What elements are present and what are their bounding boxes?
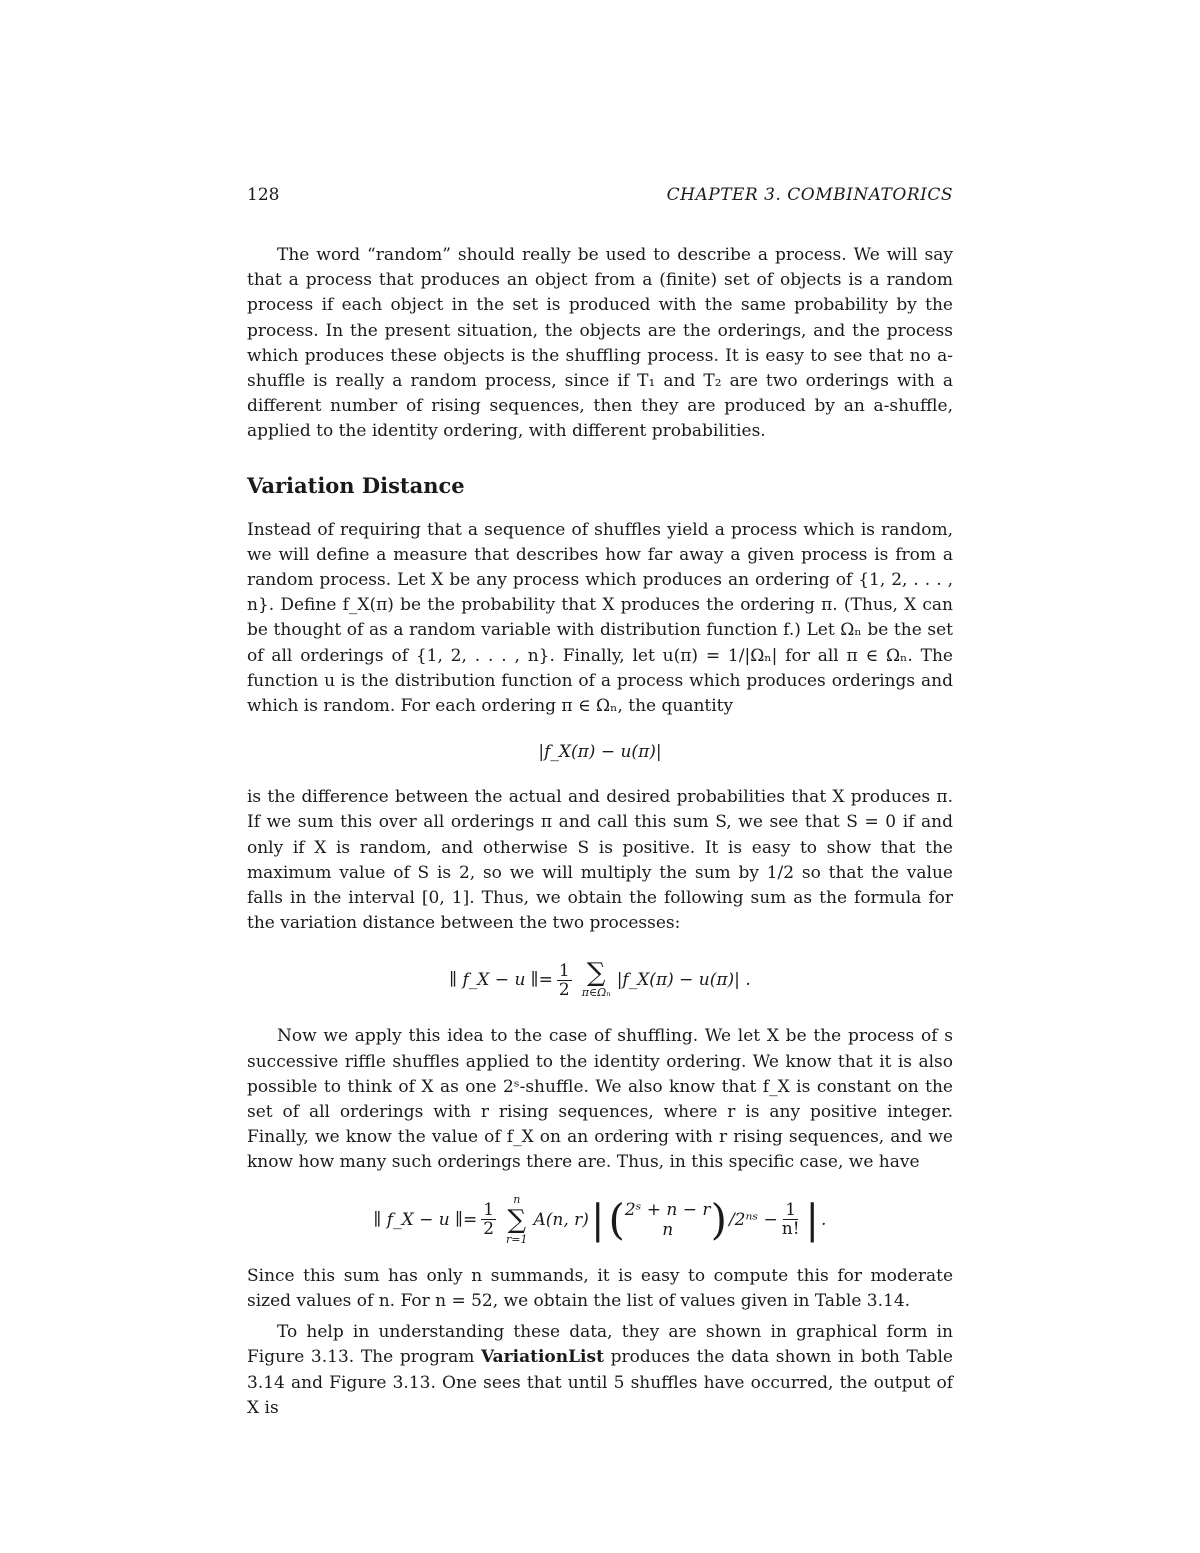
eq3-sum-sub: r=1 (506, 1232, 528, 1246)
page-number: 128 (247, 185, 280, 205)
eq3-frac-den: 2 (483, 1219, 495, 1240)
eq3-end: . (821, 1209, 827, 1230)
right-paren-icon: ) (710, 1194, 727, 1244)
page (247, 180, 953, 1421)
paragraph-sum-explanation: is the difference between the actual and desired probabilities that X produces π. If we sum this over all orderings π and call this sum S, we see that S = 0 if and only if X is random, and otherwise S is positive. It is easy to show that the maximum value of S is 2, so we will multiply the sum by 1/2 so that the value falls in the interval [0, 1]. Thus, we obtain the following sum as the formula for the variation distance between the two processes: (247, 787, 953, 934)
sigma-icon: ∑ (507, 1204, 527, 1235)
binom-stack (625, 1200, 711, 1240)
eq3-summation (506, 1193, 527, 1247)
eq3-binomial (608, 1194, 727, 1244)
abs-bar-icon: | (590, 1196, 605, 1243)
eq2-rhs: |f_X(π) − u(π)| . (616, 970, 751, 991)
eq3-term: A(n, r) (533, 1209, 589, 1230)
sigma-icon: ∑ (586, 958, 606, 989)
eq2-frac-num: 1 (558, 960, 570, 981)
eq3-frac2-den: n! (781, 1219, 800, 1240)
section-heading: Variation Distance (247, 472, 465, 498)
left-paren-icon: ( (608, 1194, 625, 1244)
equation-shuffle-distance (247, 1190, 953, 1250)
paragraph-shuffling: Now we apply this idea to the case of shuffling. We let X be the process of s successive riffle shuffles applied to the identity ordering. We know that it is also possible to think of X as one 2ˢ-shuffle. We also know that f_X is constant on the set of all orderings with r rising sequences, where r is any positive integer. Finally, we know the value of f_X on an ordering with r rising sequences, and we know how many such orderings there are. Thus, in this specific case, we have (247, 1026, 953, 1173)
eq3-frac2-num: 1 (785, 1200, 797, 1221)
p6-text-a: To help in understanding these data, they are shown in graphical form in Figure 3.13. The program (247, 1322, 953, 1368)
eq3-fraction2 (782, 1201, 800, 1238)
equation-variation-distance (247, 950, 953, 1010)
eq3-sum-sup: n (513, 1192, 521, 1206)
eq2-lhs: ∥ f_X − u ∥= (449, 970, 553, 991)
eq2-frac-den: 2 (558, 979, 570, 1000)
binom-top: 2ˢ + n − r (624, 1199, 711, 1220)
program-name: VariationList (481, 1347, 604, 1368)
eq3-fraction (481, 1201, 496, 1238)
p6-text-b: produces the data shown in both Table 3.14 and Figure 3.13. One sees that until 5 shuffles have occurred, the output of X is (247, 1347, 953, 1418)
equation-difference: |f_X(π) − u(π)| (538, 742, 662, 763)
eq3-lhs: ∥ f_X − u ∥= (373, 1209, 478, 1230)
paragraph-definition: Instead of requiring that a sequence of shuffles yield a process which is random, we will define a measure that describes how far away a given process is from a random process. Let X be any process which produces an ordering of {1, 2, . . . , n}. Define f_X(π) be the probability that X produces the ordering π. (Thus, X can be thought of as a random variable with distribution function f.) Let Ωₙ be the set of all orderings of {1, 2, . . . , n}. Finally, let u(π) = 1/|Ωₙ| for all π ∈ Ωₙ. The function u is the distribution function of a process which produces orderings and which is random. For each ordering π ∈ Ωₙ, the quantity (247, 519, 953, 717)
eq2-summation (582, 960, 611, 1000)
eq2-sum-sub: π∈Ωₙ (581, 986, 611, 1000)
chapter-title: CHAPTER 3. COMBINATORICS (666, 185, 953, 205)
eq3-div: /2ⁿˢ − (728, 1209, 778, 1230)
page-header (247, 180, 953, 210)
eq3-frac-num: 1 (483, 1200, 495, 1221)
eq2-fraction (557, 962, 572, 999)
abs-bar-icon: | (805, 1196, 820, 1243)
binom-bottom: n (662, 1219, 674, 1240)
paragraph-summands: Since this sum has only n summands, it is easy to compute this for moderate sized values of n. For n = 52, we obtain the list of values given in Table 3.14. (247, 1265, 953, 1311)
paragraph-figure-reference (247, 1320, 953, 1421)
paragraph-random-process: The word “random” should really be used to describe a process. We will say that a process that produces an object from a (finite) set of objects is a random process if each object in the set is produced with the same probability by the process. In the present situation, the objects are the orderings, and the process which produces these objects is the shuffling process. It is easy to see that no a-shuffle is really a random process, since if T₁ and T₂ are two orderings with a different number of rising sequences, then they are produced by an a-shuffle, applied to the identity ordering, with different probabilities. (247, 245, 953, 442)
